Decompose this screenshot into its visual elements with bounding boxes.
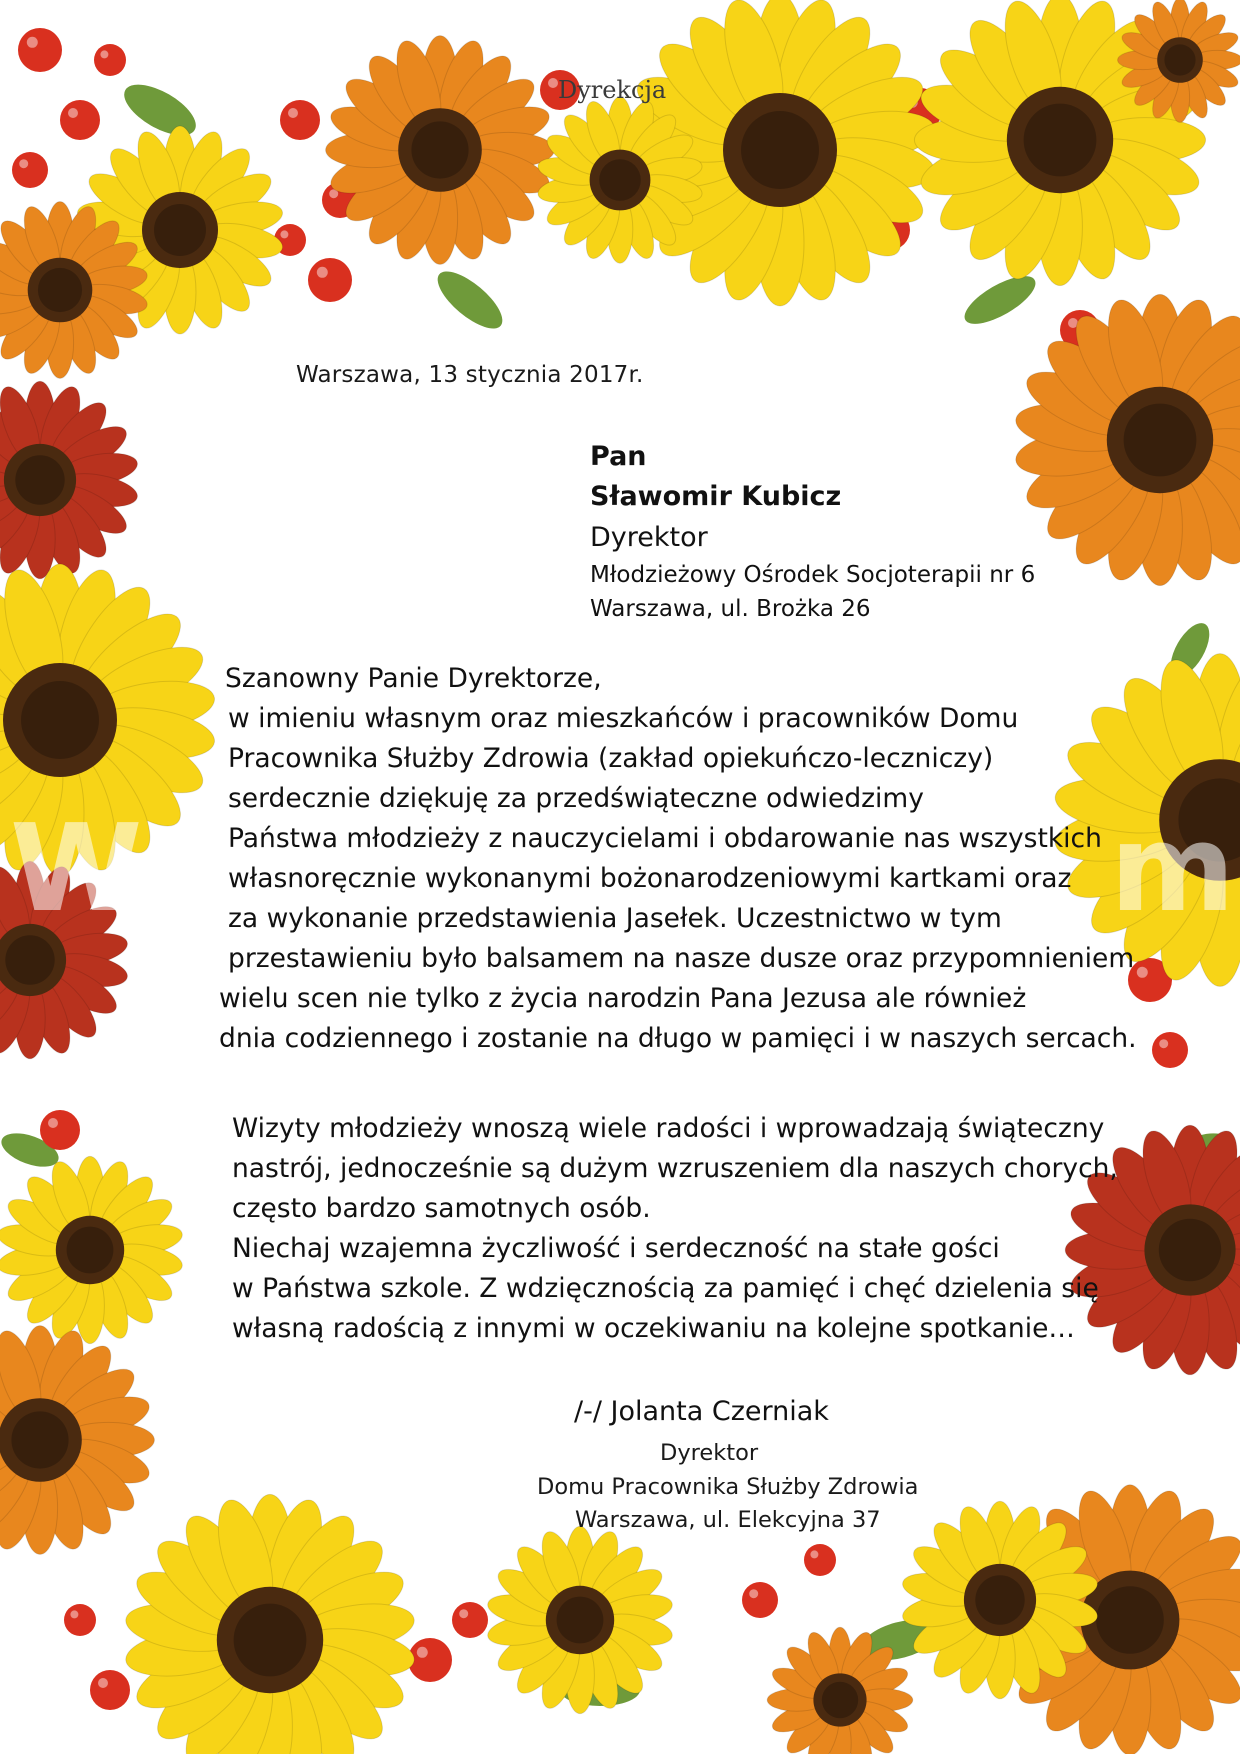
signature-title: Dyrektor — [660, 1440, 759, 1466]
paragraph-line: za wykonanie przedstawienia Jasełek. Uczestnictwo w tym — [228, 903, 1002, 934]
leaf-decoration — [429, 262, 511, 338]
paragraph-line: dnia codziennego i zostanie na długo w pamięci i w naszych sercach. — [219, 1023, 1137, 1054]
recipient-address: Warszawa, ul. Brożka 26 — [590, 596, 871, 622]
paragraph-line: w Państwa szkole. Z wdzięcznością za pamięć i chęć dzielenia się — [232, 1273, 1099, 1304]
sunflower-decoration — [123, 1494, 418, 1754]
paragraph-line: wielu scen nie tylko z życia narodzin Pana Jezusa ale również — [219, 983, 1027, 1014]
berry-decoration — [64, 1604, 96, 1636]
paragraph-line: własnoręcznie wykonanymi bożonarodzeniowymi kartkami oraz — [228, 863, 1072, 894]
paragraph-line: serdecznie dziękuję za przedświąteczne odwiedzimy — [228, 783, 924, 814]
berry-decoration — [452, 1602, 488, 1638]
leaf-decoration — [958, 267, 1042, 333]
paragraph-line: Niechaj wzajemna życzliwość i serdeczność na stałe gości — [232, 1233, 1000, 1264]
paragraph-line: własną radością z innymi w oczekiwaniu na kolejne spotkanie… — [232, 1313, 1075, 1344]
sunflower-decoration — [485, 1526, 674, 1713]
sunflower-decoration — [326, 36, 555, 265]
watermark-right: m — [1110, 800, 1236, 939]
recipient-salutation: Pan — [590, 441, 647, 472]
signature-address: Warszawa, ul. Elekcyjna 37 — [575, 1507, 881, 1533]
recipient-institution: Młodzieżowy Ośrodek Socjoterapii nr 6 — [590, 562, 1036, 588]
berry-decoration — [12, 152, 48, 188]
recipient-title: Dyrektor — [590, 522, 708, 553]
sunflower-decoration — [1118, 0, 1240, 122]
berry-decoration — [40, 1110, 80, 1150]
sunflower-decoration — [0, 1156, 185, 1343]
berry-decoration — [18, 28, 62, 72]
signature-name: /-/ Jolanta Czerniak — [574, 1396, 829, 1427]
signature-institution: Domu Pracownika Służby Zdrowia — [537, 1474, 919, 1500]
berry-decoration — [308, 258, 352, 302]
berry-decoration — [94, 44, 126, 76]
recipient-name: Sławomir Kubicz — [590, 481, 842, 512]
paragraph-line: często bardzo samotnych osób. — [232, 1193, 651, 1224]
paragraph-line: nastrój, jednocześnie są dużym wzruszeniem dla naszych chorych, — [232, 1153, 1118, 1184]
watermark-left: W — [10, 800, 143, 939]
berry-decoration — [280, 100, 320, 140]
leaf-decoration — [116, 74, 203, 145]
letter-date: Warszawa, 13 stycznia 2017r. — [296, 362, 644, 388]
berry-decoration — [742, 1582, 778, 1618]
berry-decoration — [1152, 1032, 1188, 1068]
paragraph-line: Pracownika Służby Zdrowia (zakład opiekuńczo-leczniczy) — [228, 743, 994, 774]
header-label: Dyrekcja — [558, 76, 667, 104]
berry-decoration — [90, 1670, 130, 1710]
sunflower-decoration — [0, 381, 140, 579]
berry-decoration — [804, 1544, 836, 1576]
paragraph-line: przestawieniu było balsamem na nasze dusze oraz przypomnieniem — [228, 943, 1135, 974]
paragraph-line: Państwa młodzieży z nauczycielami i obdarowanie nas wszystkich — [228, 823, 1102, 854]
paragraph-line: Wizyty młodzieży wnoszą wiele radości i wprowadzają świąteczny — [232, 1113, 1105, 1144]
berry-decoration — [60, 100, 100, 140]
letter-greeting: Szanowny Panie Dyrektorze, — [225, 663, 602, 694]
paragraph-line: w imieniu własnym oraz mieszkańców i pracowników Domu — [228, 703, 1019, 734]
sunflower-decoration — [0, 1326, 154, 1555]
sunflower-decoration — [1013, 294, 1240, 586]
